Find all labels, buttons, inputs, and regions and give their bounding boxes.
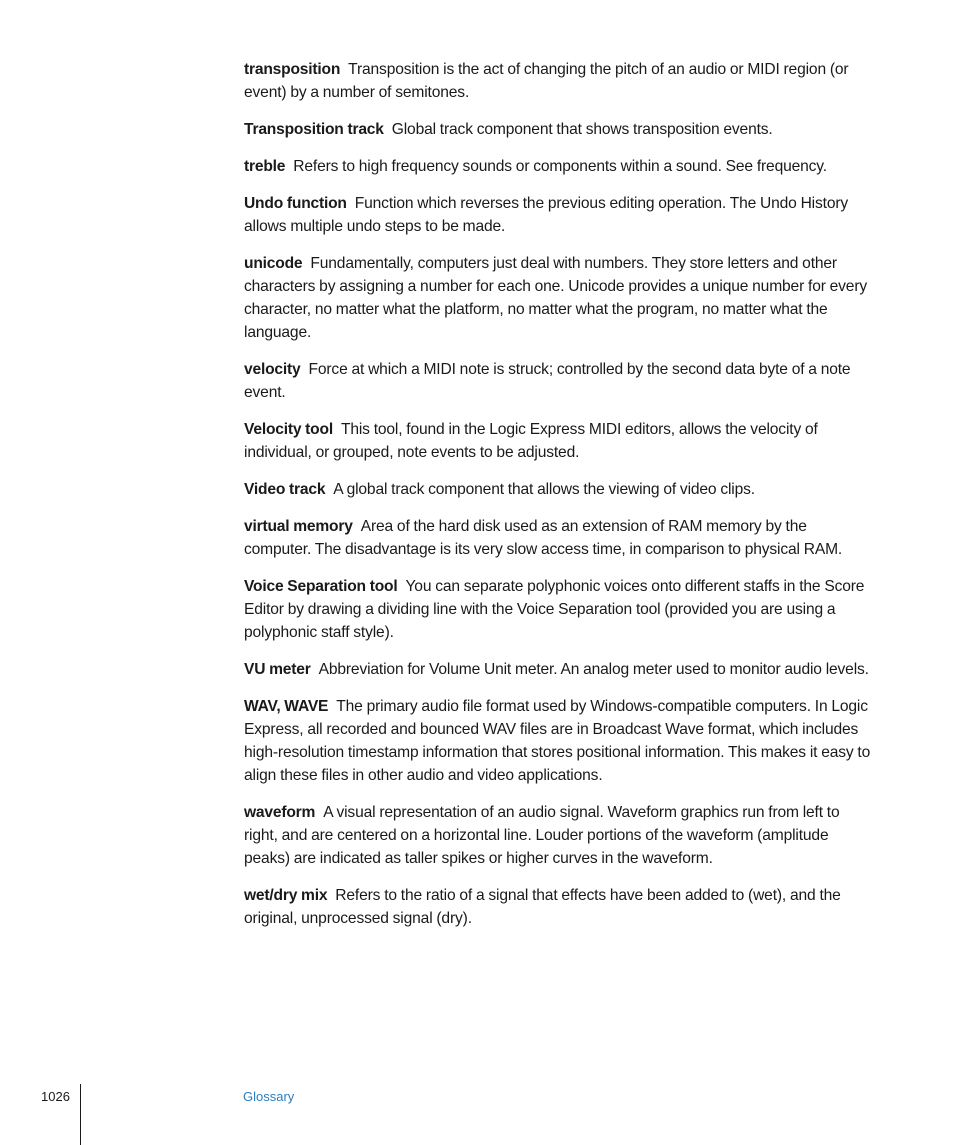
glossary-definition: Force at which a MIDI note is struck; controlled by the second data byte of a note event. xyxy=(244,361,851,401)
glossary-term: velocity xyxy=(244,361,301,378)
glossary-entry-wav-wave xyxy=(244,695,874,787)
glossary-definition: Function which reverses the previous editing operation. The Undo History allows multiple undo steps to be made. xyxy=(244,195,849,235)
glossary-entry-transposition xyxy=(244,58,874,104)
glossary-definition: A global track component that allows the viewing of video clips. xyxy=(333,481,755,498)
glossary-term: waveform xyxy=(244,804,316,821)
glossary-list xyxy=(244,58,874,944)
glossary-definition: Transposition is the act of changing the pitch of an audio or MIDI region (or event) by a number of semitones. xyxy=(244,61,849,101)
glossary-term: WAV, WAVE xyxy=(244,698,329,715)
glossary-entry-velocity xyxy=(244,358,874,404)
glossary-definition: Fundamentally, computers just deal with numbers. They store letters and other characters by assigning a number for each one. Unicode provides a unique number for every character, no matter what the platform, no matter what the program, no matter what the language. xyxy=(244,255,868,341)
glossary-definition: Abbreviation for Volume Unit meter. An analog meter used to monitor audio levels. xyxy=(318,661,869,678)
glossary-term: Video track xyxy=(244,481,326,498)
glossary-definition: A visual representation of an audio signal. Waveform graphics run from left to right, and are centered on a horizontal line. Louder portions of the waveform (amplitude peaks) are indicated as taller spikes or higher curves in the waveform. xyxy=(244,804,840,867)
glossary-term: transposition xyxy=(244,61,341,78)
glossary-term: Transposition track xyxy=(244,121,384,138)
glossary-entry-waveform xyxy=(244,801,874,870)
glossary-entry-velocity-tool xyxy=(244,418,874,464)
glossary-entry-wet-dry-mix xyxy=(244,884,874,930)
glossary-entry-undo-function xyxy=(244,192,874,238)
page-number: 1026 xyxy=(41,1089,70,1104)
glossary-entry-video-track xyxy=(244,478,874,501)
glossary-term: virtual memory xyxy=(244,518,353,535)
footer-section-title: Glossary xyxy=(243,1089,295,1104)
glossary-definition: You can separate polyphonic voices onto different staffs in the Score Editor by drawing a dividing line with the Voice Separation tool (provided you are using a polyphonic staff style). xyxy=(244,578,865,641)
glossary-term: wet/dry mix xyxy=(244,887,328,904)
glossary-definition: The primary audio file format used by Windows-compatible computers. In Logic Express, all recorded and bounced WAV files are in Broadcast Wave format, which includes high-resolution timestamp information that stores positional information. This makes it easy to align these files in other audio and video applications. xyxy=(244,698,871,784)
glossary-entry-transposition-track xyxy=(244,118,874,141)
glossary-term: treble xyxy=(244,158,286,175)
glossary-definition: Area of the hard disk used as an extension of RAM memory by the computer. The disadvantage is its very slow access time, in comparison to physical RAM. xyxy=(244,518,843,558)
glossary-term: Velocity tool xyxy=(244,421,333,438)
glossary-entry-vu-meter xyxy=(244,658,874,681)
glossary-entry-treble xyxy=(244,155,874,178)
footer-divider xyxy=(80,1084,81,1145)
glossary-definition: This tool, found in the Logic Express MIDI editors, allows the velocity of individual, or grouped, note events to be adjusted. xyxy=(244,421,818,461)
glossary-term: Voice Separation tool xyxy=(244,578,398,595)
glossary-entry-voice-separation-tool xyxy=(244,575,874,644)
glossary-definition: Refers to high frequency sounds or components within a sound. See frequency. xyxy=(293,158,827,175)
glossary-entry-unicode xyxy=(244,252,874,344)
glossary-definition: Global track component that shows transposition events. xyxy=(391,121,773,138)
glossary-term: VU meter xyxy=(244,661,311,678)
glossary-term: Undo function xyxy=(244,195,347,212)
glossary-entry-virtual-memory xyxy=(244,515,874,561)
glossary-definition: Refers to the ratio of a signal that effects have been added to (wet), and the original, unprocessed signal (dry). xyxy=(244,887,841,927)
glossary-term: unicode xyxy=(244,255,303,272)
